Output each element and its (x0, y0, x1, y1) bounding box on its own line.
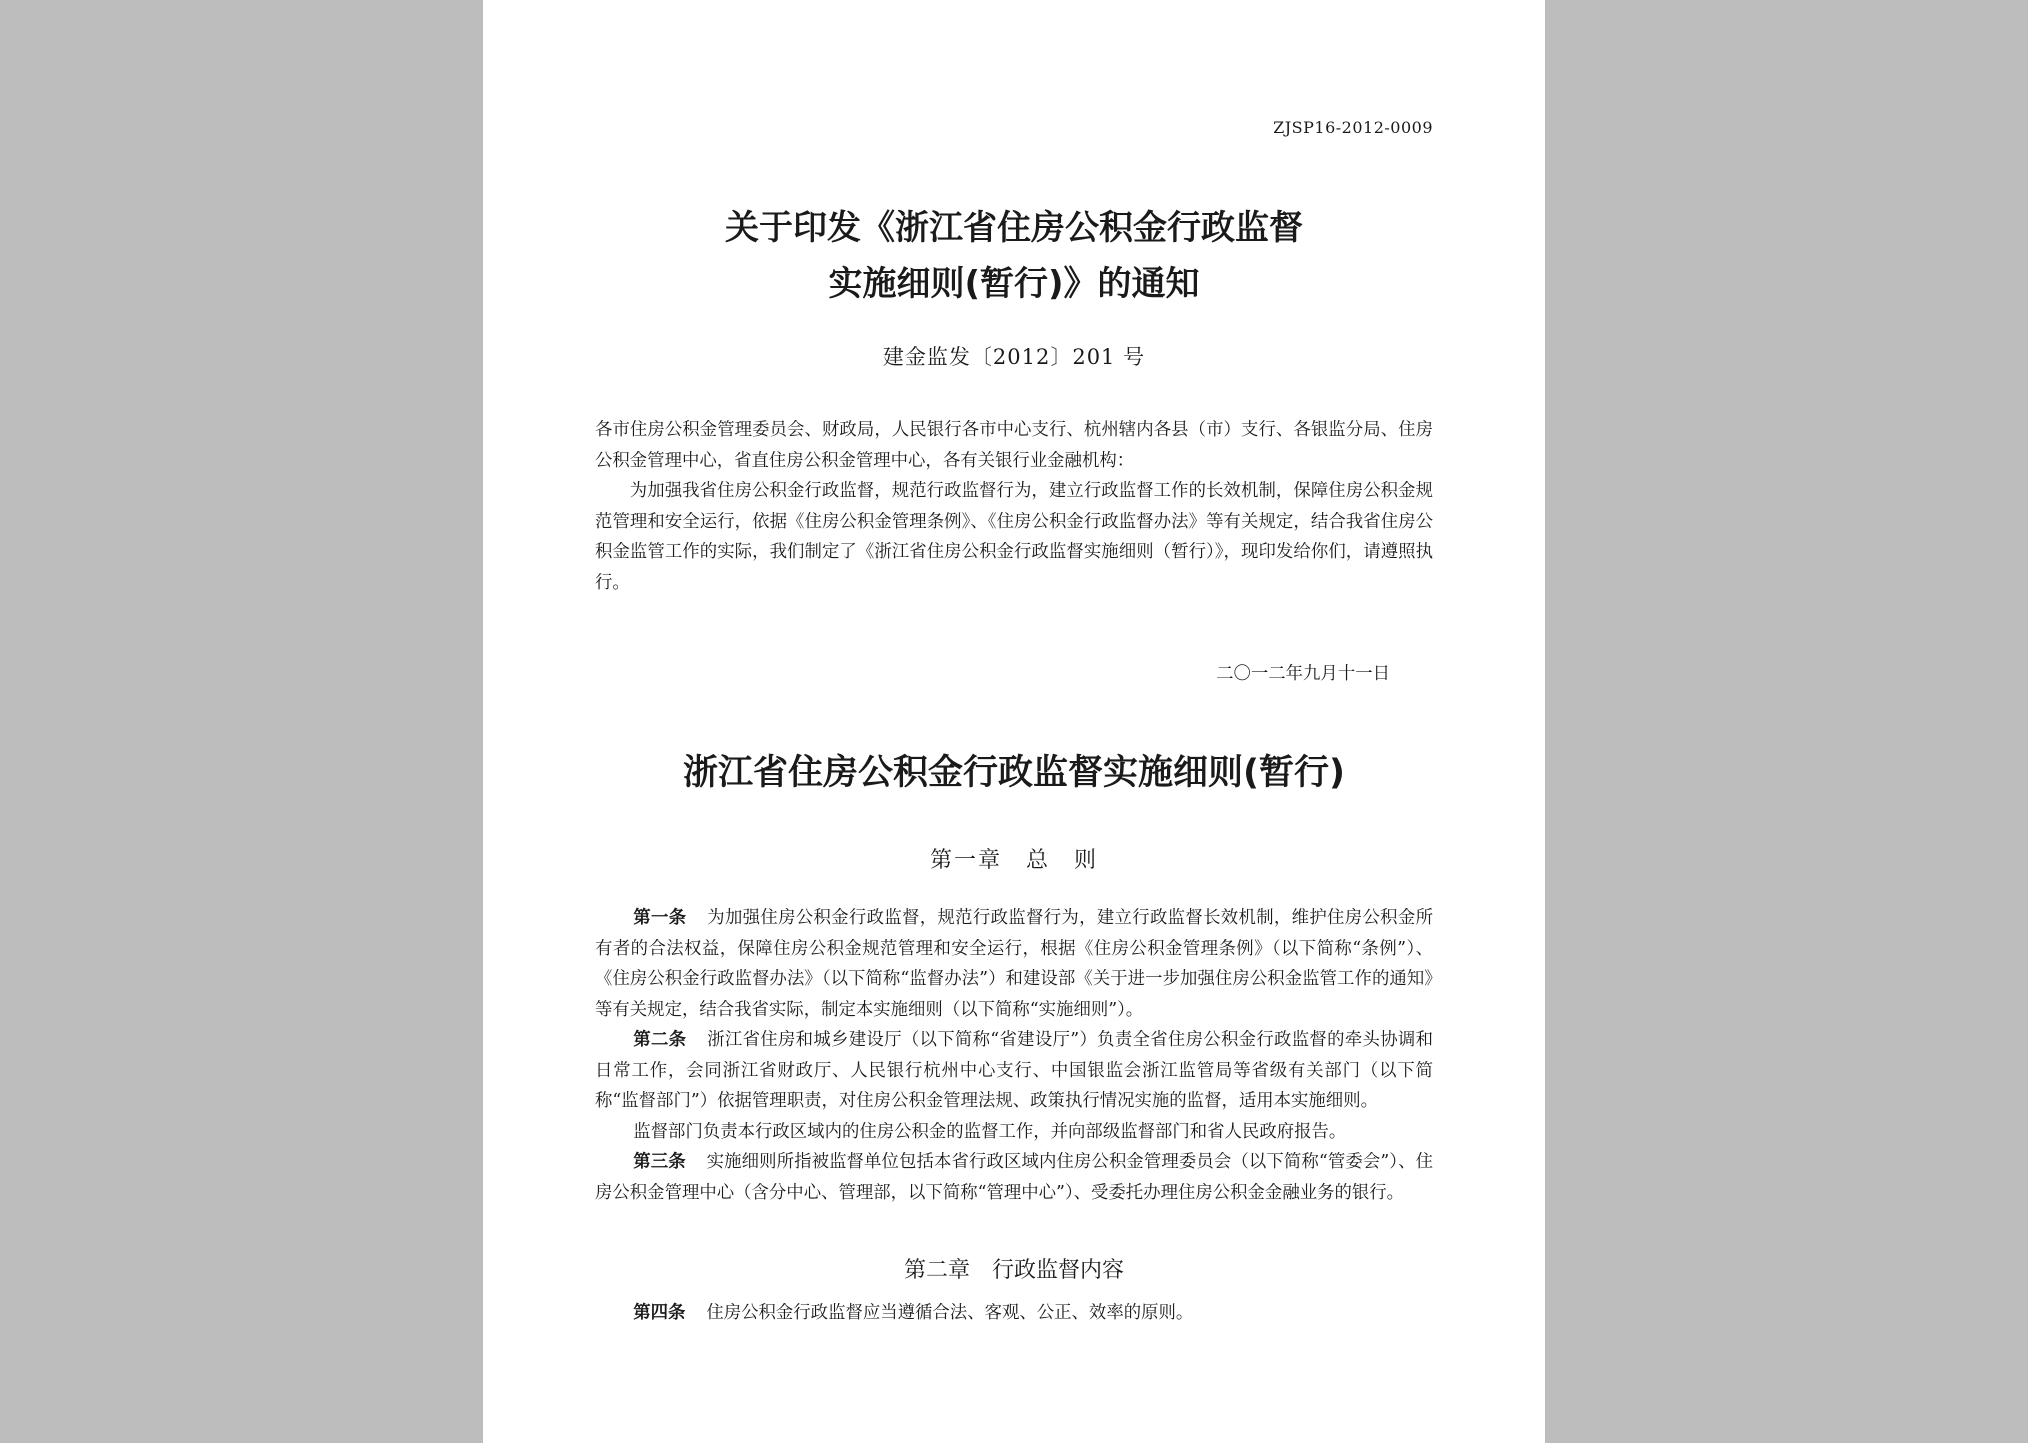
issue-date: 二〇一二年九月十一日 (1216, 664, 1390, 684)
article-2-label: 第二条 (633, 1030, 687, 1050)
article-2-text: 浙江省住房和城乡建设厅（以下简称“省建设厅”）负责全省住房公积金行政监督的牵头协调和日常工作，会同浙江省财政厅、人民银行杭州中心支行、中国银监会浙江监管局等省级有关部门（以下简称“监督部门”）依据管理职责，对住房公积金管理法规、政策执行情况实施的监督，适用本实施细则。 (595, 1030, 1433, 1111)
document-code: ZJSP16-2012-0009 (1273, 118, 1433, 137)
chapter-2-articles (595, 1298, 1433, 1329)
article-3 (595, 1147, 1433, 1208)
chapter-2-heading: 第二章 行政监督内容 (903, 1258, 1124, 1283)
document-page (483, 0, 1545, 1443)
article-4 (595, 1298, 1433, 1329)
notice-title (483, 200, 1545, 312)
rules-title: 浙江省住房公积金行政监督实施细则(暂行) (683, 753, 1345, 793)
notice-title-line1: 关于印发《浙江省住房公积金行政监督 (725, 208, 1303, 248)
document-number: 建金监发〔2012〕201 号 (882, 345, 1146, 369)
intro-block (595, 476, 1433, 598)
chapter-1-articles (595, 903, 1433, 1208)
chapter-1-heading: 第一章 总 则 (929, 848, 1098, 873)
article-3-text: 实施细则所指被监督单位包括本省行政区域内住房公积金管理委员会（以下简称“管委会”）、住房公积金管理中心（含分中心、管理部，以下简称“管理中心”）、受委托办理住房公积金金融业务的银行。 (595, 1152, 1433, 1203)
article-1 (595, 903, 1433, 1025)
article-1-label: 第一条 (633, 908, 687, 928)
addressee-text: 各市住房公积金管理委员会、财政局，人民银行各市中心支行、杭州辖内各县（市）支行、各银监分局、住房公积金管理中心，省直住房公积金管理中心，各有关银行业金融机构： (595, 420, 1433, 471)
article-4-label: 第四条 (633, 1303, 686, 1323)
intro-text: 为加强我省住房公积金行政监督，规范行政监督行为，建立行政监督工作的长效机制，保障住房公积金规范管理和安全运行，依据《住房公积金管理条例》、《住房公积金行政监督办法》等有关规定，结合我省住房公积金监管工作的实际，我们制定了《浙江省住房公积金行政监督实施细则（暂行）》，现印发给你们，请遵照执行。 (595, 481, 1433, 593)
notice-title-line2: 实施细则(暂行)》的通知 (828, 264, 1200, 304)
article-2-paragraph-2: 监督部门负责本行政区域内的住房公积金的监督工作，并向部级监督部门和省人民政府报告。 (633, 1121, 1347, 1142)
addressee-block (595, 415, 1433, 476)
article-2 (595, 1025, 1433, 1117)
article-3-label: 第三条 (633, 1152, 686, 1172)
article-4-text: 住房公积金行政监督应当遵循合法、客观、公正、效率的原则。 (706, 1303, 1194, 1323)
article-1-text: 为加强住房公积金行政监督，规范行政监督行为，建立行政监督长效机制，维护住房公积金所有者的合法权益，保障住房公积金规范管理和安全运行，根据《住房公积金管理条例》（以下简称“条例”）、《住房公积金行政监督办法》（以下简称“监督办法”）和建设部《关于进一步加强住房公积金监管工作的通知》等有关规定，结合我省实际，制定本实施细则（以下简称“实施细则”）。 (595, 908, 1433, 1020)
